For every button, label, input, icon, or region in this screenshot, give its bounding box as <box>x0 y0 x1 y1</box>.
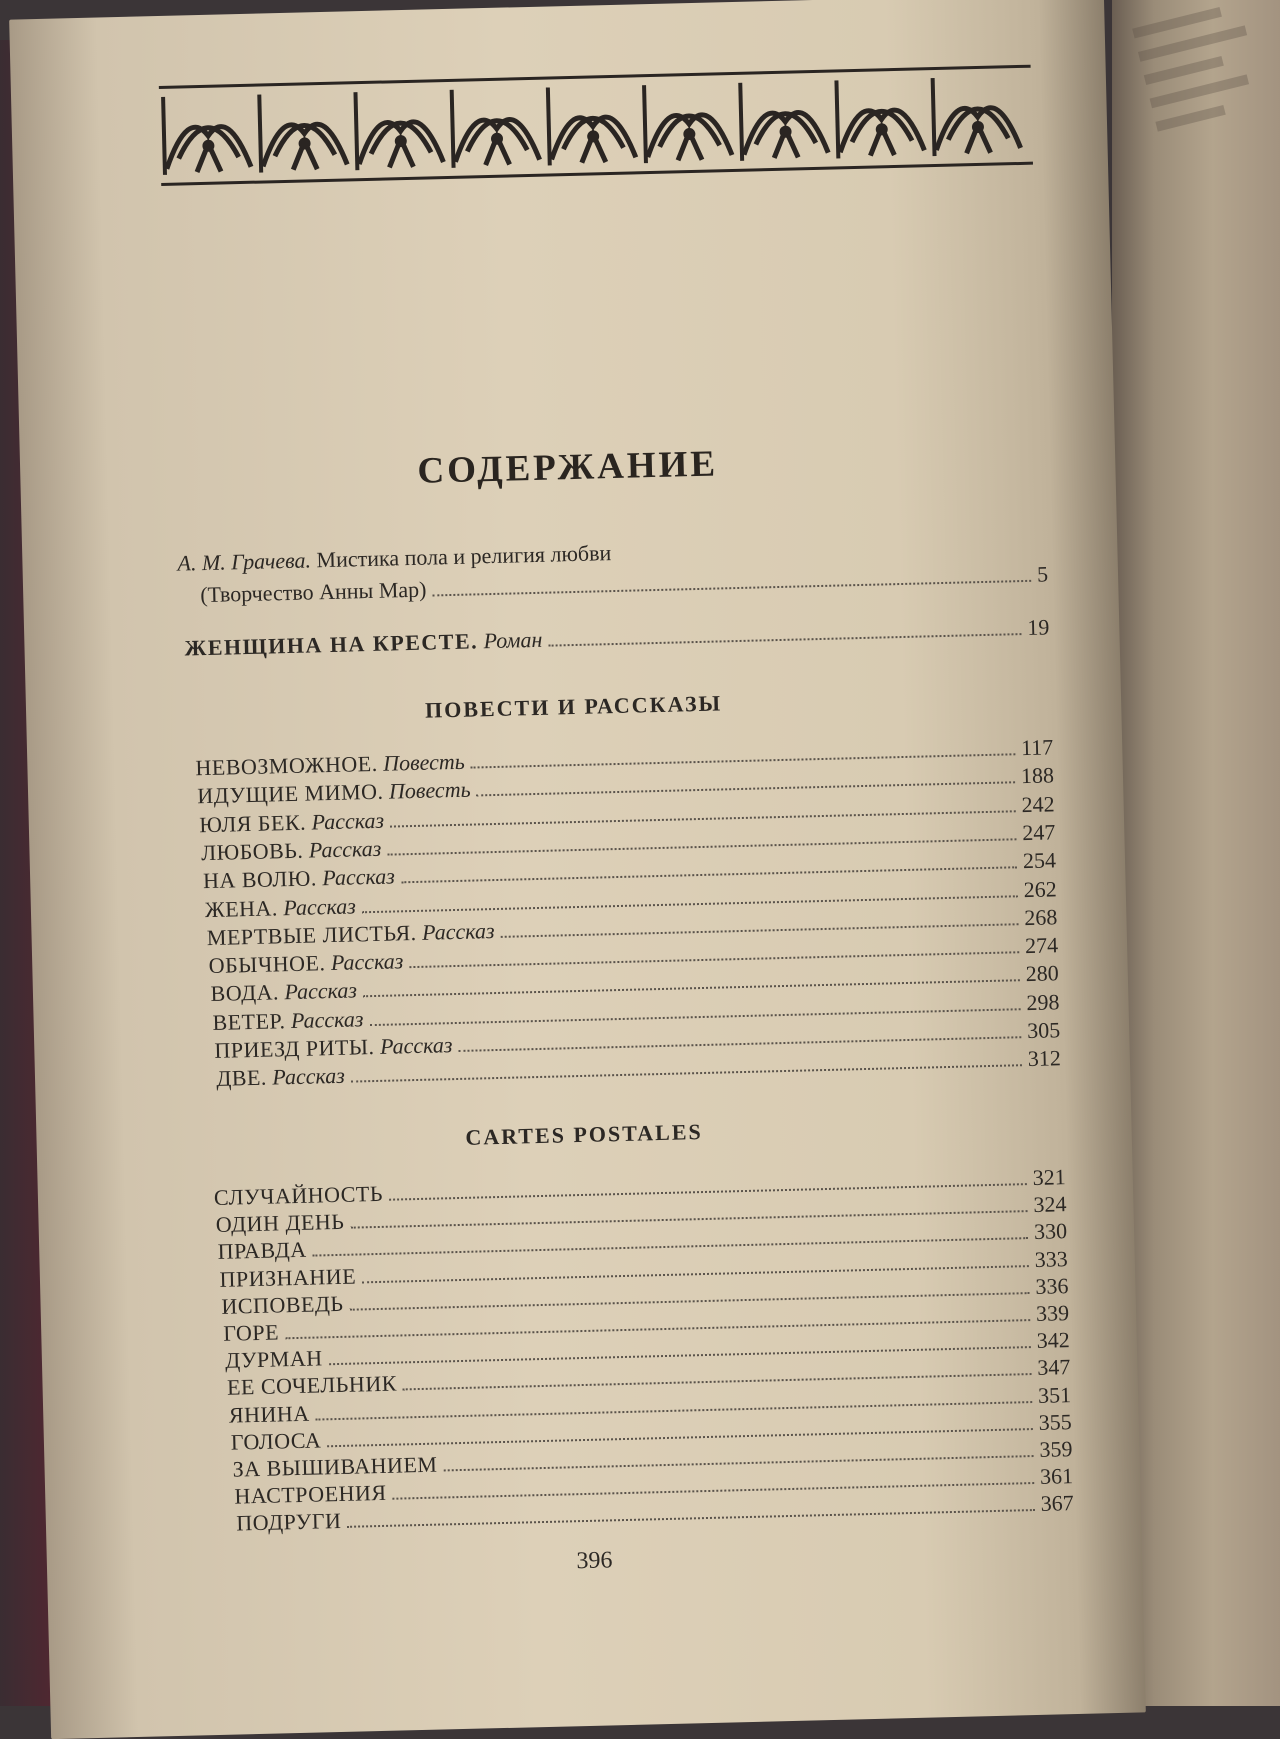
entry-page: 242 <box>1021 790 1055 817</box>
novel-entry <box>184 614 1049 661</box>
entry-title: ИСПОВЕДЬ <box>221 1290 344 1319</box>
entry-page: 355 <box>1038 1408 1073 1435</box>
entry-title: ЗА ВЫШИВАНИЕМ <box>232 1451 438 1482</box>
entry-title: ЯНИНА <box>228 1400 310 1428</box>
entry-page: 361 <box>1039 1463 1074 1490</box>
entry-page: 268 <box>1024 904 1058 930</box>
entry-page: 324 <box>1033 1191 1067 1218</box>
intro-title-line2: (Творчество Анны Мар) <box>199 576 427 608</box>
entry-title: ГОРЕ <box>223 1319 280 1346</box>
intro-title-line1: Мистика пола и религия любви <box>316 540 612 573</box>
dot-leader <box>348 1509 1035 1528</box>
entry-title: СЛУЧАЙНОСТЬ <box>213 1180 384 1210</box>
entry-title: ПОДРУГИ <box>236 1508 342 1536</box>
entry-page: 262 <box>1023 875 1057 902</box>
dot-leader <box>351 1064 1022 1082</box>
entry-page: 117 <box>1020 734 1054 761</box>
entry-page: 333 <box>1034 1245 1069 1272</box>
entry-page: 254 <box>1022 847 1057 874</box>
entry-page: 312 <box>1027 1045 1062 1072</box>
intro-page: 5 <box>1036 561 1049 587</box>
entry-page: 339 <box>1035 1300 1070 1326</box>
entry-title: НАСТРОЕНИЯ <box>234 1480 387 1509</box>
page-title: СОДЕРЖАНИЕ <box>416 443 719 492</box>
dot-leader <box>548 633 1021 647</box>
dot-leader <box>433 580 1032 597</box>
entry-genre: Рассказ <box>283 892 357 920</box>
entry-page: 188 <box>1020 762 1055 789</box>
novel-title: ЖЕНЩИНА НА КРЕСТЕ. <box>184 628 479 661</box>
entry-title: ВЕТЕР. <box>212 1007 286 1035</box>
entry-genre: Рассказ <box>290 1005 364 1033</box>
entry-title: ПРАВДА <box>217 1237 307 1265</box>
entry-title: ПРИЕЗД РИТЫ. <box>214 1034 375 1063</box>
entry-page: 330 <box>1033 1218 1068 1245</box>
entry-title: НА ВОЛЮ. <box>202 865 318 894</box>
entry-page: 280 <box>1025 960 1060 987</box>
entry-page: 342 <box>1036 1327 1071 1354</box>
intro-author: А. М. Грачева. <box>177 547 312 576</box>
entry-title: ОБЫЧНОЕ. <box>208 950 326 979</box>
entry-page: 247 <box>1021 819 1056 846</box>
facing-page-bleed-text <box>1130 0 1275 136</box>
entry-title: ЖЕНА. <box>204 894 279 922</box>
entry-genre: Рассказ <box>421 917 495 945</box>
entry-page: 321 <box>1032 1164 1067 1190</box>
entry-page: 336 <box>1035 1272 1069 1299</box>
entry-title: ПРИЗНАНИЕ <box>219 1263 357 1292</box>
entry-genre: Рассказ <box>330 948 404 976</box>
page-number: 396 <box>576 1547 613 1575</box>
entry-genre: Рассказ <box>321 863 396 891</box>
entry-title: ЛЮБОВЬ. <box>200 837 304 866</box>
contents-page <box>9 0 1146 1739</box>
entry-title: ОДИН ДЕНЬ <box>215 1208 345 1238</box>
lotus-ornament-icon <box>159 65 1033 186</box>
entry-title: ВОДА. <box>210 979 280 1007</box>
entry-title: МЕРТВЫЕ ЛИСТЬЯ. <box>206 919 417 950</box>
entry-page: 274 <box>1024 932 1059 959</box>
entry-genre: Повесть <box>388 776 471 804</box>
entry-page: 351 <box>1037 1381 1072 1408</box>
entry-title: ИДУЩИЕ МИМО. <box>197 779 384 809</box>
entry-genre: Повесть <box>382 748 466 776</box>
entry-page: 347 <box>1037 1354 1071 1381</box>
section-heading-cartes-postales: CARTES POSTALES <box>465 1119 703 1150</box>
entry-title: ДВЕ. <box>215 1064 268 1092</box>
entry-genre: Рассказ <box>284 977 358 1005</box>
entry-page: 359 <box>1039 1436 1073 1462</box>
novel-page: 19 <box>1027 614 1050 640</box>
intro-entry <box>177 529 1048 608</box>
entry-page: 298 <box>1026 988 1060 1015</box>
entry-genre: Рассказ <box>308 835 382 863</box>
entry-title: НЕВОЗМОЖНОЕ. <box>195 750 378 781</box>
entry-genre: Рассказ <box>379 1032 453 1059</box>
entry-page: 305 <box>1026 1017 1061 1044</box>
entry-genre: Рассказ <box>311 807 385 835</box>
novel-genre: Роман <box>483 626 543 654</box>
entry-title: ДУРМАН <box>224 1345 323 1373</box>
entry-title: ЮЛЯ БЕК. <box>198 809 307 837</box>
entry-title: ГОЛОСА <box>230 1427 322 1455</box>
section-heading-stories: ПОВЕСТИ И РАССКАЗЫ <box>424 690 723 723</box>
entry-genre: Рассказ <box>272 1063 346 1090</box>
entry-title: ЕЕ СОЧЕЛЬНИК <box>226 1370 398 1401</box>
entry-page: 367 <box>1040 1490 1075 1517</box>
